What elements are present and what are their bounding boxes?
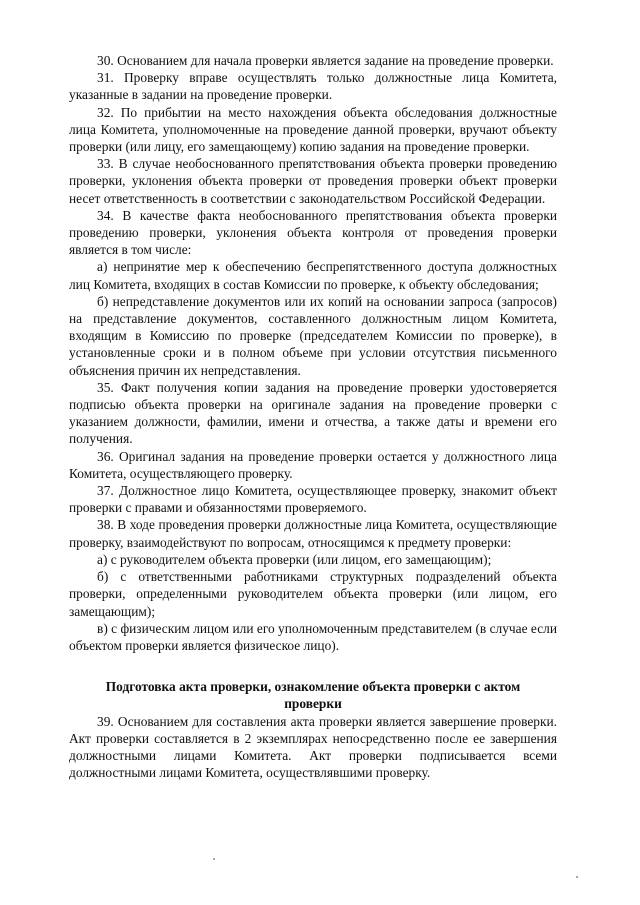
paragraph-30: 30. Основанием для начала проверки является задание на проведение проверки. xyxy=(97,53,554,68)
paragraph-38-b: б) с ответственными работниками структурных подразделений объекта проверки, определенными руководителем объекта проверки (или лицом, его замещающим); xyxy=(69,569,557,619)
scan-speck xyxy=(576,876,578,878)
paragraph-34-a: а) непринятие мер к обеспечению беспрепятственного доступа должностных лиц Комитета, входящих в состав Комиссии по проверке, к объекту обследования; xyxy=(69,259,557,292)
scan-speck xyxy=(213,858,215,860)
section-heading: Подготовка акта проверки, ознакомление объекта проверки с актом проверки xyxy=(105,679,521,712)
paragraph-39: 39. Основанием для составления акта проверки является завершение проверки. Акт проверки составляется в 2 экземплярах непосредственно после ее завершения должностными лицами Комитета. Акт проверки подписывается всеми должностными лицами Комитета, осуществлявшими проверку. xyxy=(69,713,557,781)
paragraph-38-a: а) с руководителем объекта проверки (или лицом, его замещающим); xyxy=(97,551,492,567)
paragraph-36: 36. Оригинал задания на проведение проверки остается у должностного лица Комитета, осуществляющего проверку. xyxy=(69,448,557,481)
paragraph-38-c: в) с физическим лицом или его уполномоченным представителем (в случае если объектом проверки является физическое лицо). xyxy=(69,620,557,653)
document-body xyxy=(69,52,557,781)
paragraph-31: 31. Проверку вправе осуществлять только должностные лица Комитета, указанные в задании на проведение проверки. xyxy=(69,70,557,103)
paragraph-32: 32. По прибытии на место нахождения объекта обследования должностные лица Комитета, уполномоченные на проведение данной проверки, вручают объекту проверки (или лицу, его замещающему) копию задания на проведение проверки. xyxy=(69,104,557,155)
paragraph-35: 35. Факт получения копии задания на проведение проверки удостоверяется подписью объекта проверки на оригинале задания на проведение проверки с указанием должности, фамилии, имени и отчества, а также даты и времени его получения. xyxy=(69,379,557,447)
paragraph-38: 38. В ходе проведения проверки должностные лица Комитета, осуществляющие проверку, взаимодействуют по вопросам, относящимся к предмету проверки: xyxy=(69,517,557,550)
paragraph-33: 33. В случае необоснованного препятствования объекта проверки проведению проверки, уклонения объекта проверки от проведения проверки объект проверки несет ответственность в соответствии с законодательством Российской Федерации. xyxy=(69,156,557,206)
paragraph-34-b: б) непредставление документов или их копий на основании запроса (запросов) на представление документов, составленного должностным лицом Комитета, входящим в Комиссию по проверке (председателем Комиссии по проверке), в установленные сроки и в полном объеме при условии отсутствия письменного объяснения причин их непредставления. xyxy=(69,293,557,378)
paragraph-37: 37. Должностное лицо Комитета, осуществляющее проверку, знакомит объект проверки с правами и обязанностями проверяемого. xyxy=(69,483,557,516)
paragraph-34: 34. В качестве факта необоснованного препятствования объекта проверки проведению проверки, уклонения объекта контроля от проведения проверки является в том числе: xyxy=(69,207,557,258)
